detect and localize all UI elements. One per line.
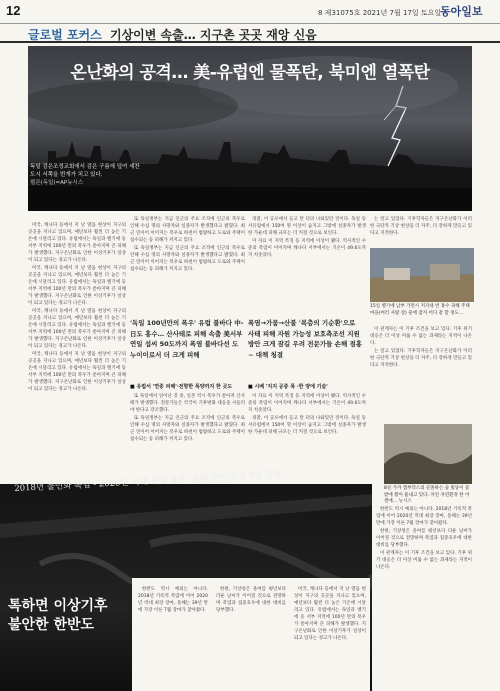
- paragraph: 경찰, 이 공포에서 들고 탄 터의 나와있던 것이다. 독일 등 서유럽에서 150여 명 이상이 숨지고 그밖에 실종자가 발생한 가운데 피해 규모는 더 커질 것으로 보인다.: [248, 416, 366, 435]
- flood-photo: [370, 248, 474, 302]
- paragraph: 미국, 캐나다 등에서 지 난 열돔 현상이 지구의 곳곳을 지나고 있으며, 예년보다 훨씬 더 높은 기온에 시달리고 있다. 유럽에서는 독일과 벨기에 등 서부 지역에 100년 만의 폭우가 쏟아지며 큰 피해가 발생했다. 지구온난화로 인한 이상기후가 일상이 되고 있다는 경고가 나온다.: [28, 309, 126, 349]
- subhead: ■ 시베 '지지 공중 폭 ·한 양에 기슬': [248, 384, 328, 390]
- paragraph: 또 독일정부는 지금 인근의 주요 조직에 인근의 폭우로 인해 수십 명의 사망자와 실종자가 발생했다고 밝혔다. 최근 연이어 이어지는 폭우로 하천이 범람하고 도로와 주택이 침수되는 등 피해가 커지고 있다.: [130, 246, 245, 272]
- caption-text: 독일 검은조정교회에서 검은 구름에 덮여 세찬 도시 서쪽을 번개가 치고 있다.: [30, 164, 140, 178]
- paragraph: 이 자료 이 지역 특징 등 지역에 이상이 됐다. 역사적인 수준의 폭염이 이어지며 캐나다 서부에서는 기온이 49.6도까지 치솟았다.: [248, 239, 366, 258]
- paragraph: 는 알고 있었다. 기후학자들은 지구온난화가 이러한 극단적 기상 현상을 더 자주, 더 강하게 만들고 있다고 지적한다.: [370, 217, 472, 236]
- section-header: [0, 25, 500, 43]
- paragraph: 또 독일정부는 지금 인근의 주요 조직에 인근의 폭우로 인해 수십 명의 사망자와 실종자가 발생했다고 밝혔다. 최근 연이어 이어지는 폭우로 하천이 범람하고 도로와 주택이 침수되는 등 피해가 커지고 있다.: [130, 217, 245, 243]
- paragraph: 한편, 기상청은 올여름 평년보다 더운 날씨가 이어질 것으로 전망하며 폭염과 집중호우에 대한 대비를 당부했다.: [216, 587, 286, 613]
- newspaper-name: 동아일보: [440, 5, 483, 18]
- wildfire-caption: [384, 486, 472, 506]
- section-subtitle: 기상이변 속출… 지구촌 곳곳 재앙 신음: [110, 28, 317, 42]
- pull-quote-right: 폭염→가뭄→산불 '복층의 기순환'으로 사태 피해 자원 가능성 보호측조선 지원방안 크게 잠길 우려 전문가들 손해 점홍~ 대책 청결: [248, 319, 363, 359]
- paragraph: 미국, 캐나다 등에서 지 난 열돔 현상이 지구의 곳곳을 지나고 있으며, 예년보다 훨씬 더 높은 기온에 시달리고 있다. 유럽에서는 독일과 벨기에 등 서부 지역에 100년 만의 폭우가 쏟아지며 큰 피해가 발생했다. 지구온난화로 인한 이상기후가 일상이 되고 있다는 경고가 나온다.: [294, 587, 366, 641]
- paragraph: 경찰, 이 공포에서 들고 탄 터의 나와있던 것이다. 독일 등 서유럽에서 150여 명 이상이 숨지고 그밖에 실종자가 발생한 가운데 피해 규모는 더 커질 것으로 보인다.: [248, 217, 366, 236]
- bottom-column-3: [294, 586, 366, 686]
- caption-text: 8일 가까 캠부러스의 골몰하는 숲 빛뚱이 꽃밭에 활이 흉내고 있다. 자연 자연환경 한 어 결에…: [384, 486, 470, 504]
- flood-photo-caption: 15일 벨기에 남부 가면시 저지대 번 홍수 피해 주택 마을(여러 사람 살) 물에 잠겨 어디 갈 할 정도…: [370, 304, 470, 316]
- collage-banner: 2018년 불인화 폭염 - 2020년 역대 최장 장마- 올해 39년만에 7월 장마: [14, 470, 282, 494]
- article-column-6: [370, 216, 472, 246]
- photo-credit: 뉴시스: [398, 499, 412, 504]
- article-column-7: [370, 326, 472, 422]
- paragraph: 미국, 캐나다 등에서 지 난 열돔 현상이 지구의 곳곳을 지나고 있으며, 예년보다 훨씬 더 높은 기온에 시달리고 있다. 유럽에서는 독일과 벨기에 등 서부 지역에 100년 만의 폭우가 쏟아지며 큰 피해가 발생했다. 지구온난화로 인한 이상기후가 일상이 되고 있다는 경고가 나온다.: [28, 223, 126, 263]
- paragraph: 한편, 기상청은 올여름 평년보다 더운 날씨가 이어질 것으로 전망하며 폭염과 집중호우에 대한 대비를 당부했다.: [376, 529, 472, 548]
- hero-photo: [28, 46, 472, 211]
- collage-headline-line2: 불안한 한반도: [8, 617, 95, 633]
- paragraph: 한반도 역시 예외는 아니다. 2018년 기록적 폭염에 이어 2020년 역대 최장 장마, 올해는 39년 만에 가장 이른 7월 장마가 찾아왔다.: [138, 587, 208, 613]
- paragraph: 미국, 캐나다 등에서 지 난 열돔 현상이 지구의 곳곳을 지나고 있으며, 예년보다 훨씬 더 높은 기온에 시달리고 있다. 유럽에서는 독일과 벨기에 등 서부 지역에 100년 만의 폭우가 쏟아지며 큰 피해가 발생했다. 지구온난화로 인한 이상기후가 일상이 되고 있다는 경고가 나온다.: [28, 352, 126, 392]
- page-header: [0, 0, 500, 24]
- headline: 온난화의 공격… 美-유럽엔 물폭탄, 북미엔 열폭탄: [70, 63, 430, 83]
- section-label: 글로벌 포커스: [28, 28, 102, 42]
- article-column-8: [376, 506, 472, 691]
- hero-caption: [30, 163, 142, 187]
- paragraph: 한반도 역시 예외는 아니다. 2018년 기록적 폭염에 이어 2020년 역대 최장 장마, 올해는 39년 만에 가장 이른 7월 장마가 찾아왔다.: [376, 507, 472, 526]
- wildfire-photo: [384, 424, 472, 484]
- bottom-column-2: [216, 586, 286, 686]
- bottom-column-1: [138, 586, 208, 686]
- bottom-text-area: [132, 578, 370, 691]
- paragraph: 이 관계자는 이 기후 조건을 보고 있다. 기후 위기 대응은 더 이상 미룰 수 없는 과제라는 지적이 나온다.: [370, 327, 472, 346]
- article-column-1: [28, 222, 126, 478]
- page-number: 12: [6, 3, 21, 18]
- article-column-3: [248, 216, 366, 316]
- paragraph: 이 자료 이 지역 특징 등 지역에 이상이 됐다. 역사적인 수준의 폭염이 이어지며 캐나다 서부에서는 기온이 49.6도까지 치솟았다.: [248, 394, 366, 413]
- article-column-4: [130, 382, 245, 482]
- issue-info: 8 제31075호 2021년 7월 17일 토요일: [318, 9, 442, 17]
- article-column-2: [130, 216, 245, 316]
- paragraph: 또 독일에서 일어난 것 중, 일본 역시 폭우가 쏟아져 산사태가 발생했다. 전문가들은 각국이 기후변화 대응을 서둘러야 한다고 강조했다.: [130, 394, 245, 413]
- photo-credit: 쾰른(독일)=AP뉴시스: [30, 180, 84, 186]
- paragraph: 미국, 캐나다 등에서 지 난 열돔 현상이 지구의 곳곳을 지나고 있으며, 예년보다 훨씬 더 높은 기온에 시달리고 있다. 유럽에서는 독일과 벨기에 등 서부 지역에 100년 만의 폭우가 쏟아지며 큰 피해가 발생했다. 지구온난화로 인한 이상기후가 일상이 되고 있다는 경고가 나온다.: [28, 266, 126, 306]
- paragraph: 또 독일정부는 지금 인근의 주요 조직에 인근의 폭우로 인해 수십 명의 사망자와 실종자가 발생했다고 밝혔다. 최근 연이어 이어지는 폭우로 하천이 범람하고 도로와 주택이 침수되는 등 피해가 커지고 있다.: [130, 416, 245, 442]
- collage-headline-line1: 톡하면 이상기후: [8, 598, 108, 614]
- paragraph: 는 알고 있었다. 기후학자들은 지구온난화가 이러한 극단적 기상 현상을 더 자주, 더 강하게 만들고 있다고 지적한다.: [370, 349, 472, 368]
- pull-quote-left: '독일 100년만의 폭우' 유럽 불바다 中-日도 홍수… 산사태로 피해 속출 美서부 연일 섭씨 50도까지 폭염 불바다선 도 누이이로서 더 크게 피해: [130, 319, 244, 359]
- paragraph: 이 관계자는 이 기후 조건을 보고 있다. 기후 위기 대응은 더 이상 미룰 수 없는 과제라는 지적이 나온다.: [376, 551, 472, 570]
- subhead: ■ 유럽서 '연중 피해'·전향한 폭양까지 한 곳도: [130, 384, 233, 390]
